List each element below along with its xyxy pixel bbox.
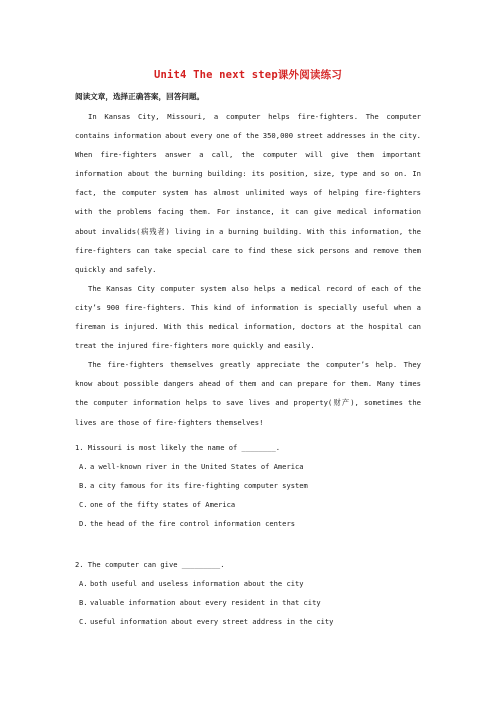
question-stem: 1. Missouri is most likely the name of ________.: [75, 443, 280, 452]
option-letter: B.: [79, 481, 88, 490]
option-letter: A.: [79, 462, 88, 471]
option-text: useful information about every street address in the city: [90, 617, 334, 626]
reading-passage: [75, 107, 421, 432]
option-c: [75, 612, 421, 631]
page-title: Unit4 The next step课外阅读练习: [153, 69, 343, 81]
option-a: [75, 574, 421, 593]
passage-paragraph-1: In Kansas City, Missouri, a computer helps fire-fighters. The computer contains information about every one of the 350,000 street addresses in the city. When fire-fighters answer a call, the computer will give them important information about the burning building: its position, size, type and so on. In fact, the computer system has almost unlimited ways of helping fire-fighters with the problems facing them. For instance, it can give medical information about invalids(病残者) living in a burning building. With this information, the fire-fighters can take special care to find these sick persons and remove them quickly and safely.: [75, 112, 421, 274]
option-c: [75, 495, 421, 514]
option-text: both useful and useless information about the city: [90, 579, 304, 588]
option-text: one of the fifty states of America: [90, 500, 236, 509]
option-d: [75, 514, 421, 533]
instruction-text: 阅读文章，选择正确答案，回答问题。: [75, 92, 205, 101]
option-text: a city famous for its fire-fighting computer system: [90, 481, 308, 490]
option-b: [75, 593, 421, 612]
question-2: [75, 555, 421, 631]
option-b: [75, 476, 421, 495]
passage-paragraph-3: The fire-fighters themselves greatly appreciate the computer’s help. They know about possible dangers ahead of them and can prepare for them. Many times the computer information helps to save lives and property(财产), sometimes the lives are those of fire-fighters themselves!: [75, 360, 421, 427]
option-letter: B.: [79, 598, 88, 607]
option-text: a well-known river in the United States of America: [90, 462, 304, 471]
option-letter: A.: [79, 579, 88, 588]
option-a: [75, 457, 421, 476]
option-text: valuable information about every resident in that city: [90, 598, 321, 607]
option-text: the head of the fire control information centers: [90, 519, 295, 528]
option-letter: C.: [79, 500, 88, 509]
option-letter: C.: [79, 617, 88, 626]
passage-paragraph-2: The Kansas City computer system also helps a medical record of each of the city’s 900 fire-fighters. This kind of information is specially useful when a fireman is injured. With this medical information, doctors at the hospital can treat the injured fire-fighters more quickly and easily.: [75, 283, 421, 351]
question-stem: 2. The computer can give _________.: [75, 560, 225, 569]
option-letter: D.: [79, 519, 88, 528]
option-list: [75, 457, 421, 533]
question-1: [75, 438, 421, 533]
option-list: [75, 574, 421, 631]
